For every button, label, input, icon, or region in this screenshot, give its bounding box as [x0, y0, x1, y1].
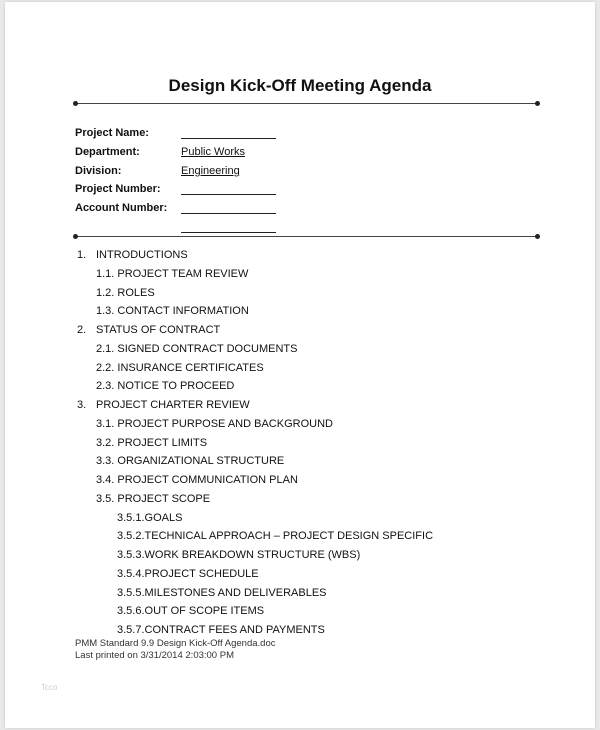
agenda-item-text: 2.3. NOTICE TO PROCEED	[96, 380, 235, 392]
divider-dot	[535, 234, 540, 239]
field-label: Account Number:	[75, 202, 168, 214]
field-blank-line	[181, 232, 276, 233]
watermark: Tcco	[41, 683, 58, 692]
agenda-item-number: 3.	[77, 399, 87, 411]
agenda-item-text: 3.5. PROJECT SCOPE	[96, 493, 211, 505]
agenda-item-text: 3.5.1.GOALS	[117, 512, 183, 524]
divider-dot	[73, 234, 78, 239]
divider-dot	[73, 101, 78, 106]
field-label: Division:	[75, 165, 122, 177]
agenda-item-text: 3.5.6.OUT OF SCOPE ITEMS	[117, 605, 265, 617]
agenda-item-text: INTRODUCTIONS	[96, 249, 188, 261]
agenda-item-text: 1.3. CONTACT INFORMATION	[96, 305, 249, 317]
field-value: Engineering	[181, 165, 240, 177]
agenda-item-text: 2.1. SIGNED CONTRACT DOCUMENTS	[96, 343, 298, 355]
agenda-item-text: 1.1. PROJECT TEAM REVIEW	[96, 268, 249, 280]
field-label: Department:	[75, 146, 140, 158]
divider-dot	[535, 101, 540, 106]
footer-printed-date: Last printed on 3/31/2014 2:03:00 PM	[75, 650, 234, 661]
field-value: Public Works	[181, 146, 245, 158]
field-label: Project Number:	[75, 183, 161, 195]
agenda-item-text: 1.2. ROLES	[96, 287, 155, 299]
agenda-item-text: 3.5.3.WORK BREAKDOWN STRUCTURE (WBS)	[117, 549, 361, 561]
document-title: Design Kick-Off Meeting Agenda	[168, 76, 432, 95]
document-page	[5, 2, 595, 728]
agenda-item-number: 1.	[77, 249, 87, 261]
field-blank-line	[181, 194, 276, 195]
top-divider	[75, 103, 538, 104]
field-blank-line	[181, 213, 276, 214]
footer-filename: PMM Standard 9.9 Design Kick-Off Agenda.doc	[75, 638, 276, 649]
field-label: Project Name:	[75, 127, 149, 139]
agenda-item-text: STATUS OF CONTRACT	[96, 324, 221, 336]
agenda-item-text: 3.2. PROJECT LIMITS	[96, 437, 208, 449]
agenda-item-text: 3.5.4.PROJECT SCHEDULE	[117, 568, 259, 580]
agenda-item-text: 3.3. ORGANIZATIONAL STRUCTURE	[96, 455, 285, 467]
agenda-item-text: 3.5.2.TECHNICAL APPROACH – PROJECT DESIGN SPECIFIC	[117, 530, 434, 542]
agenda-item-text: 3.5.7.CONTRACT FEES AND PAYMENTS	[117, 624, 325, 636]
bottom-divider	[75, 236, 538, 237]
agenda-item-text: 2.2. INSURANCE CERTIFICATES	[96, 362, 264, 374]
field-blank-line	[181, 138, 276, 139]
agenda-item-text: 3.1. PROJECT PURPOSE AND BACKGROUND	[96, 418, 333, 430]
agenda-item-text: 3.4. PROJECT COMMUNICATION PLAN	[96, 474, 298, 486]
agenda-item-text: PROJECT CHARTER REVIEW	[96, 399, 250, 411]
agenda-item-number: 2.	[77, 324, 87, 336]
agenda-item-text: 3.5.5.MILESTONES AND DELIVERABLES	[117, 587, 327, 599]
